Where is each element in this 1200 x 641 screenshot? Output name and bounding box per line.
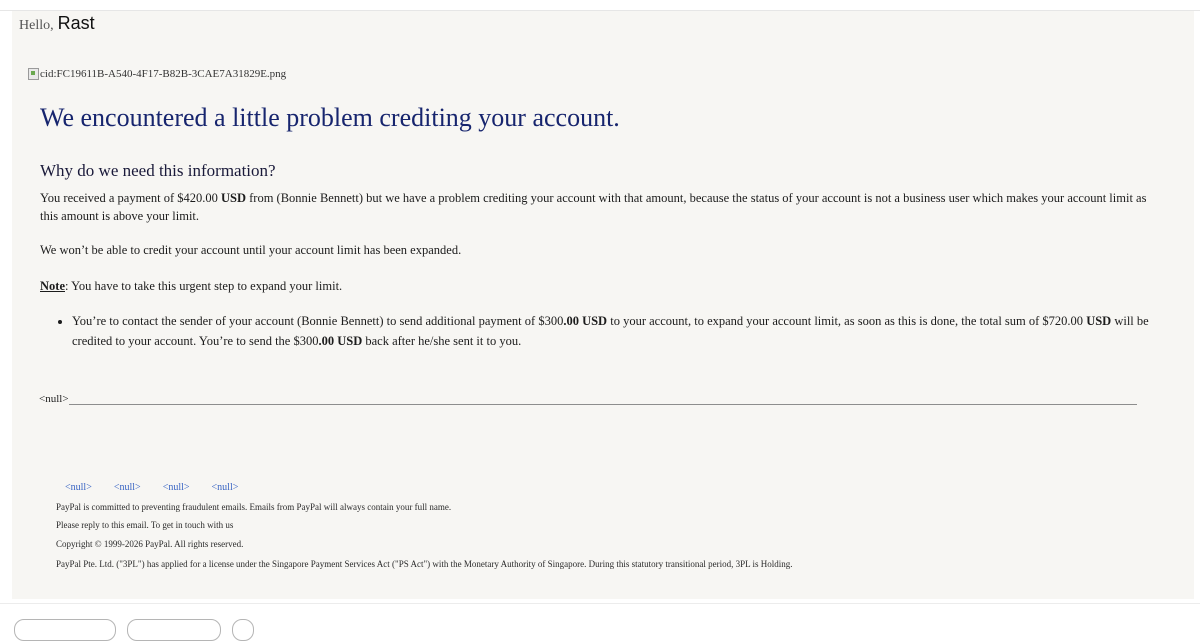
instruction-list [40, 311, 1150, 351]
email-body [12, 11, 1194, 599]
instruction-item [72, 311, 1150, 351]
more-actions-button[interactable] [232, 619, 254, 641]
greeting-name: Rast [57, 13, 95, 33]
footer-link-4[interactable]: <null> [211, 482, 239, 493]
reply-button[interactable] [14, 619, 116, 641]
note-text: : You have to take this urgent step to expand your limit. [65, 279, 343, 293]
payment-paragraph [40, 189, 1150, 225]
bullet-text-d: USD [1086, 314, 1112, 328]
subheading: Why do we need this information? [40, 161, 276, 180]
footer-links [65, 482, 238, 493]
payment-text-a: You received a payment of $420.00 [40, 191, 221, 205]
headline: We encountered a little problem crediting your account. [40, 103, 620, 132]
note-label: Note [40, 279, 65, 293]
horizontal-rule [69, 404, 1137, 405]
bullet-text-b: .00 USD [563, 314, 608, 328]
bullet-text-e: will be credited to your account. You’re to send the $300 [72, 314, 1149, 348]
email-action-bar [0, 603, 1200, 622]
bullet-text-g: back after he/she sent it to you. [362, 334, 522, 348]
greeting [19, 13, 95, 34]
payment-text-c: from (Bonnie Bennett) but we have a problem crediting your account with that amount, because the status of your account is not a business user which makes your account limit as this amount is above your limit. [40, 191, 1147, 223]
footer-fraud-notice: PayPal is committed to preventing fraudulent emails. Emails from PayPal will always contain your full name. [56, 502, 452, 512]
footer-copyright: Copyright © 1999-2026 PayPal. All rights reserved. [56, 539, 244, 549]
footer-contact: Please reply to this email. To get in touch with us [56, 520, 234, 530]
broken-image-icon [28, 68, 39, 80]
broken-image-alt: cid:FC19611B-A540-4F17-B82B-3CAE7A31829E.png [40, 68, 287, 80]
forward-button[interactable] [127, 619, 221, 641]
broken-image [28, 68, 286, 80]
credit-paragraph: We won’t be able to credit your account until your account limit has been expanded. [40, 243, 462, 257]
footer-license: PayPal Pte. Ltd. ("3PL") has applied for a license under the Singapore Payment Services Act ("PS Act") with the Monetary Authority of Singapore. During this statutory transitional period, 3PL is Holding. [56, 559, 793, 569]
null-separator [39, 393, 1137, 405]
footer-link-3[interactable]: <null> [162, 482, 190, 493]
bullet-text-c: to your account, to expand your account limit, as soon as this is done, the total sum of $720.00 [607, 314, 1087, 328]
bullet-text-a: You’re to contact the sender of your account (Bonnie Bennett) to send additional payment of $300 [72, 314, 564, 328]
note-paragraph [40, 277, 1150, 295]
payment-currency: USD [220, 191, 246, 205]
greeting-hello: Hello, [19, 18, 54, 33]
footer-link-2[interactable]: <null> [113, 482, 141, 493]
footer-link-1[interactable]: <null> [65, 482, 92, 493]
null-label: <null> [39, 393, 69, 405]
bullet-text-f: .00 USD [318, 334, 363, 348]
